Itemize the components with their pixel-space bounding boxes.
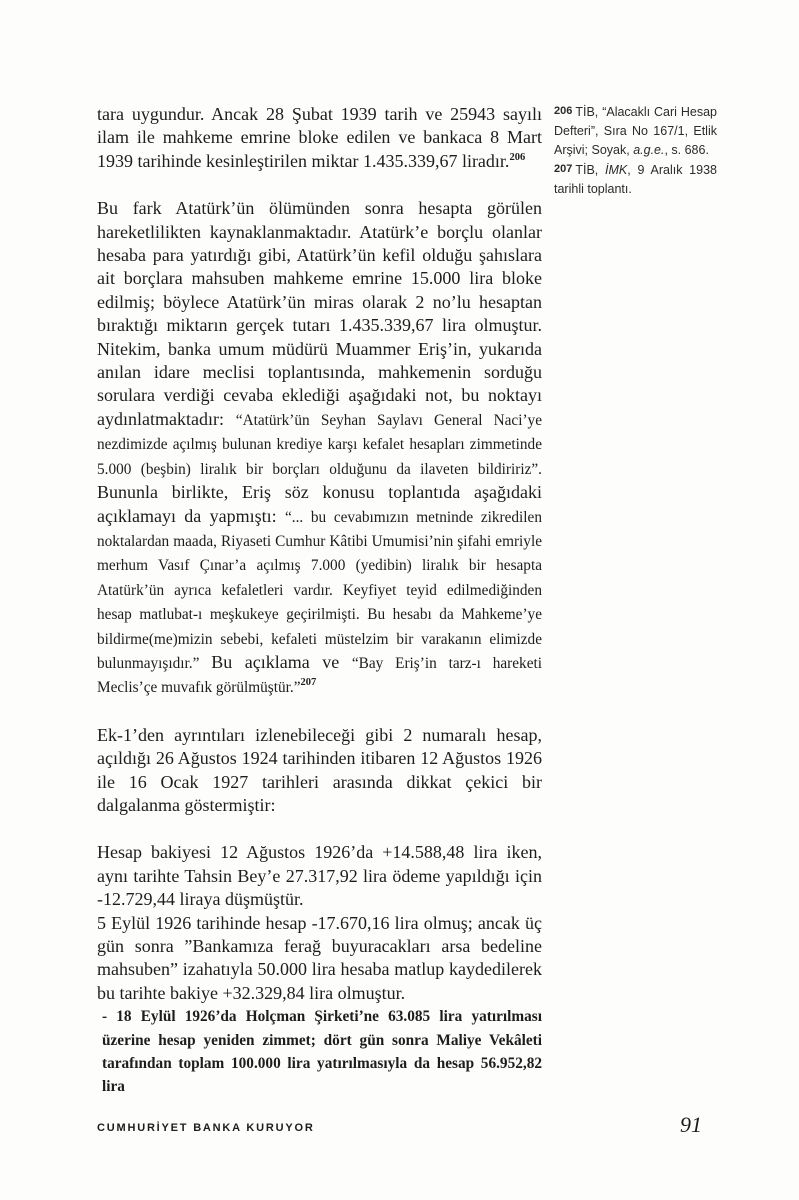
paragraph-5: 5 Eylül 1926 tarihinde hesap -17.670,16 lira olmuş; ancak üç gün sonra ”Bankamıza ferağ buyuracakları arsa bedeline mahsuben” izahatıyla 50.000 lira hesaba matlup kaydedilerek bu tarihte bakiye +32.329,84 lira olmuştur. — [97, 912, 542, 1003]
inline-quote-3: “Bay Eriş’in tarz-ı hareketi Meclis’çe muvafık görülmüştür.” — [97, 654, 542, 697]
page-number: 91 — [680, 1112, 702, 1137]
paragraph-2-text-2: Bununla birlikte, Eriş söz konusu toplantıda aşağıdaki açıklamayı da yapmıştı: — [97, 482, 542, 526]
footnote-206-number: 206 — [554, 105, 573, 117]
paragraph-2-text: Bu fark Atatürk’ün ölümünden sonra hesapta görülen hareketlilikten kaynaklanmaktadır. Atatürk’e borçlu olanlar hesaba para yatırdığı gibi, Atatürk’ün kefil olduğu şahıslara ait borçlara mahsuben mahkeme emrine 15.000 lira bloke edilmiş; böylece Atatürk’ün miras olarak 2 no’lu hesaptan bıraktığı miktarın gerçek tutarı 1.435.339,67 lira olmuştur. Nitekim, banka umum müdürü Muammer Eriş’in, yukarıda anılan idare meclisi toplantısında, mahkemenin sorduğu sorulara verdiği cevaba eklediği aşağıdaki not, bu noktayı aydınlatmaktadır: — [97, 198, 542, 429]
inline-quote-2: “... bu cevabımızın metninde zikredilen noktalardan maada, Riyaseti Cumhur Kâtibi Umumisi’nin şifahi emriyle merhum Vasıf Çınar’a açılmış 7.000 (yedibin) liralık bir hesapta Atatürk’ün ayrıca kefaletleri vardır. Keyfiyet teyid edilmediğinden hesap matlubat-ı meşkukeye geçirilmişti. Bu hesabı da Mahkeme’ye bildirme(me)mizin sebebi, kefaleti müstelzim bir varakanın elimizde bulunmayışıdır.” — [97, 508, 542, 672]
paragraph-2 — [97, 197, 542, 700]
paragraph-1 — [97, 103, 542, 173]
running-title: CUMHURİYET BANKA KURUYOR — [97, 1122, 315, 1134]
main-text-column — [97, 103, 542, 1099]
footnote-206-text: TİB, “Alacaklı Cari Hesap Defteri”, Sıra No 167/1, Etlik Arşivi; Soyak, — [554, 105, 717, 157]
footnotes-column — [554, 102, 717, 199]
footnote-207-number: 207 — [554, 163, 573, 175]
paragraph-3: Ek-1’den ayrıntıları izlenebileceği gibi 2 numaralı hesap, açıldığı 26 Ağustos 1924 tarihinden itibaren 12 Ağustos 1926 ile 16 Ocak 1927 tarihleri arasında dikkat çekici bir dalgalanma göstermiştir: — [97, 724, 542, 815]
paragraph-4: Hesap bakiyesi 12 Ağustos 1926’da +14.588,48 lira iken, aynı tarihte Tahsin Bey’e 27.317,92 lira ödeme yapıldığı için -12.729,44 liraya düşmüştür. — [97, 842, 542, 910]
paragraph-2-text-3: Bu açıklama ve — [211, 651, 352, 672]
inline-quote-1: “Atatürk’ün Seyhan Saylavı General Naci’ye nezdimizde açılmış bulunan krediye karşı kefalet hesapları zimmetinde 5.000 (beşbin) liralık bir borçları olduğunu da ilaveten bildiririz”. — [97, 411, 542, 478]
footnote-207-text-end: , 9 Aralık 1938 tarihli toplantı. — [554, 163, 717, 196]
footnote-207 — [554, 160, 717, 199]
footnote-207-italic: İMK — [605, 163, 628, 177]
paragraph-1-text: tara uygundur. Ancak 28 Şubat 1939 tarih ve 25943 sayılı ilam ile mahkeme emrine bloke edilen ve bankaca 8 Mart 1939 tarihinde kesinleştirilen miktar 1.435.339,67 liradır. — [97, 104, 542, 171]
footnote-206-text-end: , s. 686. — [664, 143, 709, 157]
footnote-ref-207: 207 — [300, 677, 317, 689]
footnote-206-italic: a.g.e. — [633, 143, 665, 157]
footnote-207-text: TİB, — [575, 163, 606, 177]
footnote-206 — [554, 102, 717, 160]
footnote-ref-206: 206 — [509, 151, 526, 163]
paragraph-6-bold: - 18 Eylül 1926’da Holçman Şirketi’ne 63.085 lira yatırılması üzerine hesap yeniden zimmet; dört gün sonra Maliye Vekâleti tarafından toplam 100.000 lira yatırılmasıyla da hesap 56.952,82 lira — [102, 1008, 542, 1096]
